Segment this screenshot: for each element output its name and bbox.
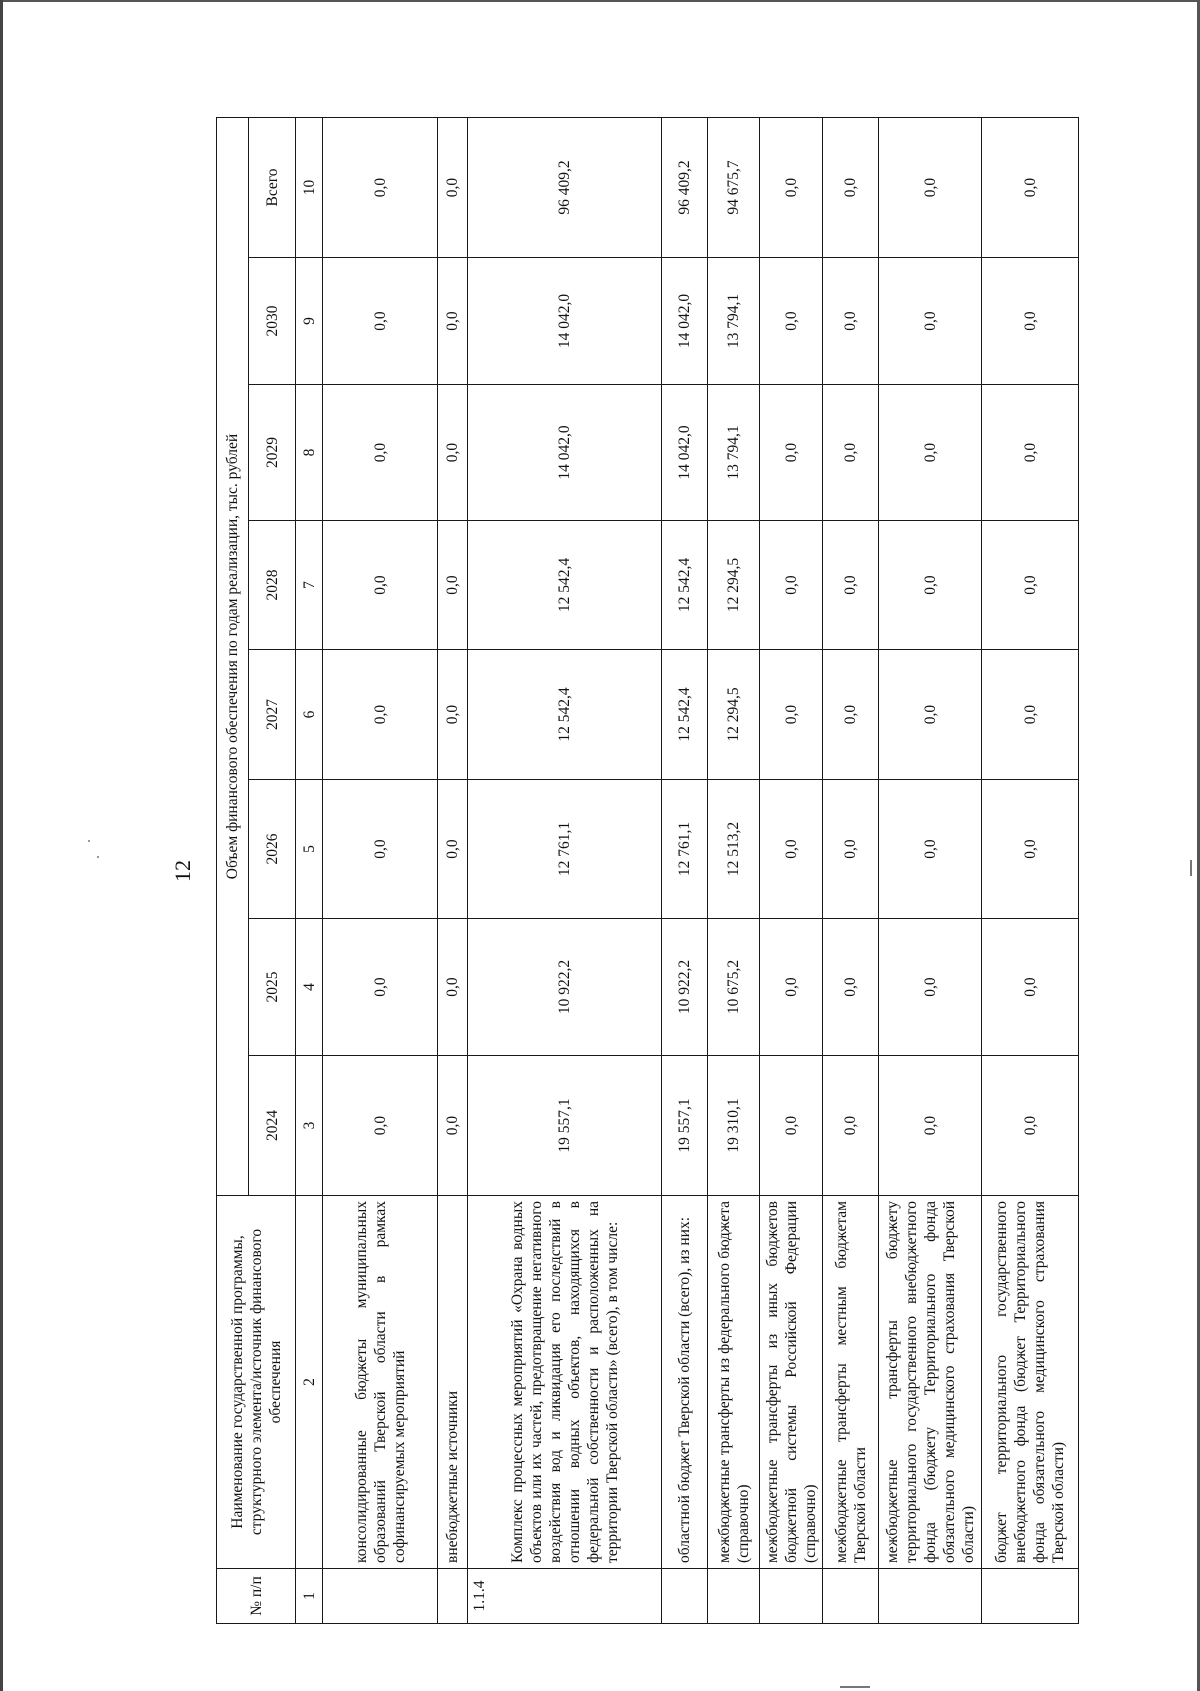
row-total: 94 675,7	[708, 118, 760, 258]
table-row	[438, 118, 468, 1624]
row-value: 12 761,1	[468, 780, 662, 919]
table-row	[823, 118, 879, 1624]
row-value: 0,0	[823, 919, 879, 1056]
row-value: 0,0	[438, 521, 468, 650]
row-value: 0,0	[760, 258, 823, 385]
row-name: межбюджетные трансферты из федерального бюджета (справочно)	[708, 1196, 760, 1569]
header-year: 2028	[249, 521, 296, 650]
column-number: 7	[296, 521, 323, 650]
row-total: 0,0	[438, 118, 468, 258]
row-value: 12 294,5	[708, 650, 760, 780]
table-row	[662, 118, 708, 1624]
row-name: консолидированные бюджеты муниципальных образований Тверской области в рамках софинансируемых мероприятий	[323, 1196, 438, 1569]
row-value: 0,0	[323, 385, 438, 521]
row-total: 0,0	[760, 118, 823, 258]
row-value: 0,0	[323, 521, 438, 650]
scan-speck	[88, 840, 90, 842]
row-value: 14 042,0	[468, 385, 662, 521]
column-number: 8	[296, 385, 323, 521]
row-value: 12 761,1	[662, 780, 708, 919]
row-value: 10 675,2	[708, 919, 760, 1056]
table-row	[760, 118, 823, 1624]
row-value: 10 922,2	[468, 919, 662, 1056]
row-total: 0,0	[982, 118, 1079, 258]
row-total: 96 409,2	[662, 118, 708, 258]
row-value: 0,0	[760, 780, 823, 919]
row-value: 0,0	[323, 919, 438, 1056]
scan-mark	[840, 1686, 870, 1688]
table-row	[879, 118, 982, 1624]
row-value: 0,0	[823, 385, 879, 521]
row-value: 0,0	[760, 650, 823, 780]
row-value: 0,0	[982, 780, 1079, 919]
row-value: 0,0	[982, 650, 1079, 780]
row-value: 0,0	[879, 780, 982, 919]
row-value: 14 042,0	[468, 258, 662, 385]
rotated-page	[168, 118, 1065, 1624]
row-number	[982, 1569, 1079, 1624]
row-value: 0,0	[323, 258, 438, 385]
column-number: 1	[296, 1569, 323, 1624]
header-num: № п/п	[217, 1569, 296, 1624]
header-row-top	[217, 118, 249, 1624]
table-row	[323, 118, 438, 1624]
row-value: 0,0	[438, 919, 468, 1056]
row-total: 0,0	[823, 118, 879, 258]
row-value: 0,0	[760, 1056, 823, 1196]
row-value: 0,0	[879, 650, 982, 780]
page-number: 12	[170, 860, 195, 882]
header-year: 2026	[249, 780, 296, 919]
column-number: 2	[296, 1196, 323, 1569]
row-total: 0,0	[323, 118, 438, 258]
row-value: 19 310,1	[708, 1056, 760, 1196]
scan-mark	[1190, 860, 1192, 876]
row-number	[760, 1569, 823, 1624]
row-number	[708, 1569, 760, 1624]
column-numbers-row	[296, 118, 323, 1624]
row-name: межбюджетные трансферты из иных бюджетов бюджетной системы Российской Федерации (справочно)	[760, 1196, 823, 1569]
column-number: 4	[296, 919, 323, 1056]
row-value: 0,0	[982, 385, 1079, 521]
row-name: межбюджетные трансферты бюджету территориального государственного внебюджетного фонда (бюджету Территориального фонда обязательного медицинского страхования Тверской области)	[879, 1196, 982, 1569]
row-value: 14 042,0	[662, 385, 708, 521]
column-number: 5	[296, 780, 323, 919]
row-value: 0,0	[323, 780, 438, 919]
scan-edge-top	[0, 0, 1200, 2]
row-value: 0,0	[760, 521, 823, 650]
row-value: 0,0	[879, 521, 982, 650]
row-value: 0,0	[879, 385, 982, 521]
row-value: 13 794,1	[708, 258, 760, 385]
row-value: 0,0	[438, 258, 468, 385]
row-number	[323, 1569, 438, 1624]
row-value: 13 794,1	[708, 385, 760, 521]
financing-table	[216, 117, 1079, 1624]
row-value: 0,0	[760, 919, 823, 1056]
row-total: 0,0	[879, 118, 982, 258]
row-value: 0,0	[823, 521, 879, 650]
row-value: 0,0	[982, 521, 1079, 650]
row-name: Комплекс процессных мероприятий «Охрана водных объектов или их частей, предотвращение негативного воздействия вод и ликвидация его последствий в отношении водных объектов, находящихся в федеральной собственности и расположенных на территории Тверской области» (всего), в том числе:	[468, 1196, 662, 1569]
row-value: 0,0	[879, 258, 982, 385]
header-year: 2027	[249, 650, 296, 780]
row-value: 0,0	[438, 650, 468, 780]
column-number: 9	[296, 258, 323, 385]
row-value: 19 557,1	[662, 1056, 708, 1196]
row-value: 0,0	[823, 780, 879, 919]
row-value: 0,0	[323, 1056, 438, 1196]
row-value: 19 557,1	[468, 1056, 662, 1196]
header-year: 2024	[249, 1056, 296, 1196]
row-value: 12 542,4	[468, 521, 662, 650]
row-name: межбюджетные трансферты местным бюджетам Тверской области	[823, 1196, 879, 1569]
row-value: 0,0	[823, 650, 879, 780]
row-value: 14 042,0	[662, 258, 708, 385]
row-number: 1.1.4	[468, 1569, 662, 1624]
column-number: 3	[296, 1056, 323, 1196]
header-year: 2029	[249, 385, 296, 521]
column-number: 6	[296, 650, 323, 780]
row-value: 12 513,2	[708, 780, 760, 919]
row-value: 0,0	[982, 1056, 1079, 1196]
row-value: 12 542,4	[662, 521, 708, 650]
table-row	[468, 118, 662, 1624]
row-value: 0,0	[982, 258, 1079, 385]
row-value: 0,0	[982, 919, 1079, 1056]
table-row	[982, 118, 1079, 1624]
row-value: 0,0	[879, 1056, 982, 1196]
row-name: бюджет территориального государственного внебюджетного фонда (бюджет Территориального фонда обязательного медицинского страхования Тверской области)	[982, 1196, 1079, 1569]
row-number	[879, 1569, 982, 1624]
row-value: 0,0	[438, 780, 468, 919]
row-number	[662, 1569, 708, 1624]
row-value: 0,0	[823, 1056, 879, 1196]
row-number	[823, 1569, 879, 1624]
column-number: 10	[296, 118, 323, 258]
row-value: 0,0	[323, 650, 438, 780]
scan-edge-left	[0, 0, 3, 1691]
scan-speck	[97, 856, 99, 858]
row-name: внебюджетные источники	[438, 1196, 468, 1569]
header-name: Наименование государственной программы, структурного элемента/источник финансового обеспечения	[217, 1196, 296, 1569]
row-total: 96 409,2	[468, 118, 662, 258]
row-value: 0,0	[823, 258, 879, 385]
header-volume: Объем финансового обеспечения по годам реализации, тыс. рублей	[217, 118, 249, 1196]
row-value: 0,0	[879, 919, 982, 1056]
header-year: 2025	[249, 919, 296, 1056]
row-value: 12 542,4	[662, 650, 708, 780]
header-total: Всего	[249, 118, 296, 258]
table-body	[323, 118, 1079, 1624]
row-value: 12 542,4	[468, 650, 662, 780]
row-name: областной бюджет Тверской области (всего), из них:	[662, 1196, 708, 1569]
row-value: 0,0	[438, 385, 468, 521]
header-year: 2030	[249, 258, 296, 385]
row-value: 0,0	[438, 1056, 468, 1196]
row-value: 10 922,2	[662, 919, 708, 1056]
row-value: 12 294,5	[708, 521, 760, 650]
table-row	[708, 118, 760, 1624]
row-value: 0,0	[760, 385, 823, 521]
row-number	[438, 1569, 468, 1624]
